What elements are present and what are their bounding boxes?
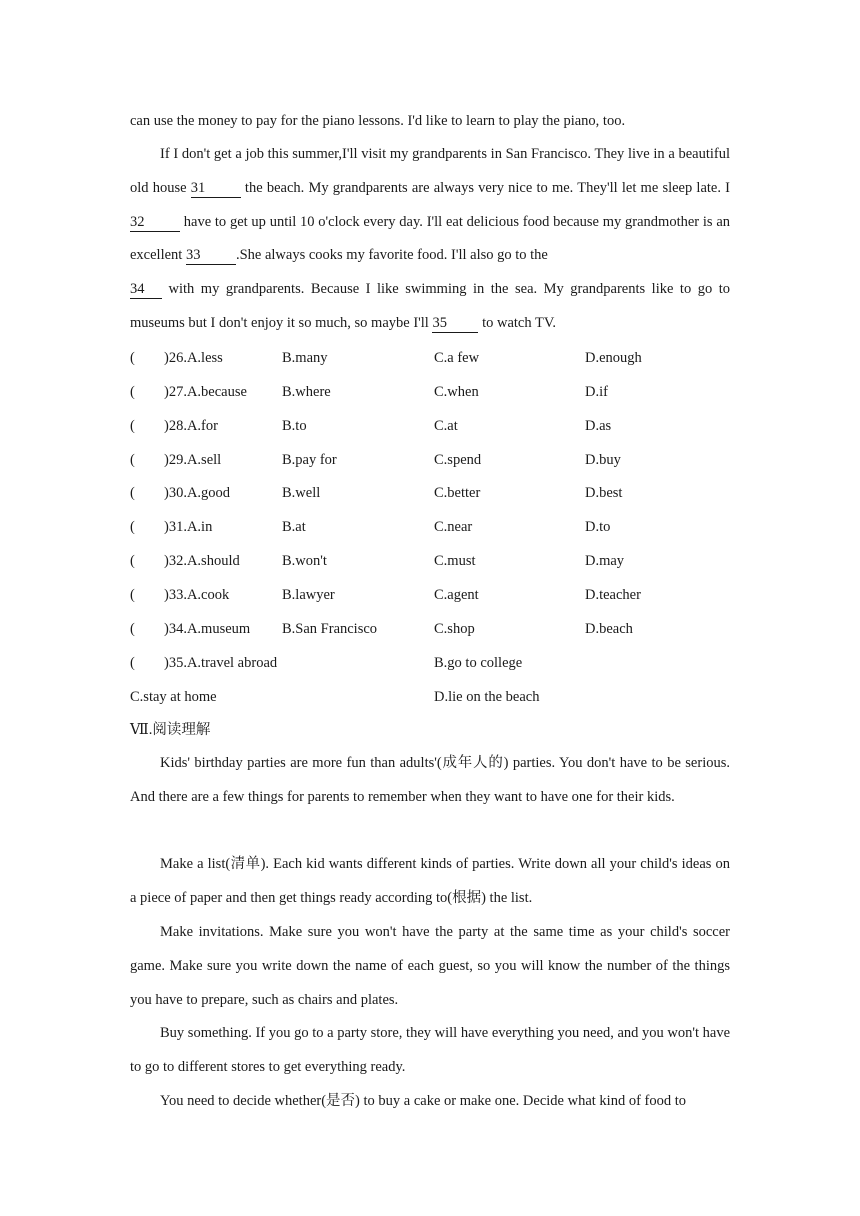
blank-33: 33 [186,246,236,265]
option-c: C.near [434,519,473,535]
answer-paren: ( [130,418,135,434]
option-c: C.stay at home [130,689,217,705]
answer-paren: ( [130,452,135,468]
section-heading: Ⅶ.阅读理解 [130,722,211,738]
reading-paragraph: Make a list(清单). Each kid wants different kinds of parties. Write down all your child's ideas on a piece of paper and then get things ready according to(根据) the list. [130,856,730,906]
reading-paragraph: Buy something. If you go to a party store, they will have everything you need, and you won't have to go to different stores to get everything ready. [130,1025,731,1075]
question-row-30 [130,483,730,503]
option-c: C.at [434,418,458,434]
option-d: D.may [585,553,625,569]
option-a: )29.A.sell [164,452,222,468]
answer-paren: ( [130,655,135,671]
question-row-28 [130,416,730,436]
option-a: )35.A.travel abroad [164,655,278,671]
option-b: B.where [282,384,331,400]
option-b: B.won't [282,553,327,569]
option-a: )33.A.cook [164,587,230,603]
option-c: C.shop [434,621,475,637]
answer-paren: ( [130,621,135,637]
option-a: )26.A.less [164,350,223,366]
option-d: D.best [585,485,623,501]
option-b: B.pay for [282,452,337,468]
passage-text-4: .She always cooks my favorite food. I'll also go to the [235,247,548,264]
question-row-35-cont [130,687,730,707]
reading-paragraph: Kids' birthday parties are more fun than adults'(成年人的) parties. You don't have to be serious. And there are a few things for parents to remember when they want to have one for their kids. [130,755,730,805]
answer-paren: ( [130,384,135,400]
reading-paragraph: Make invitations. Make sure you won't have the party at the same time as your child's soccer game. Make sure you write down the name of each guest, so you will know the number of the things you have to prepare, such as chairs and plates. [130,924,730,1008]
option-a: )30.A.good [164,485,231,501]
question-row-29 [130,450,730,470]
cloze-passage-paragraph [130,138,730,341]
option-d: D.buy [585,452,621,468]
question-row-31 [130,517,730,537]
option-b: B.go to college [434,655,523,671]
option-c: C.agent [434,587,479,603]
option-c: C.spend [434,452,482,468]
option-d: D.teacher [585,587,641,603]
option-c: C.must [434,553,476,569]
option-a: )32.A.should [164,553,240,569]
option-c: C.better [434,485,481,501]
passage-text-1: If I don't get a job this summer,I'll visit my grandparents in San Francisco. They live in a beautiful old house [130,146,730,196]
blank-34: 34 [130,280,162,299]
answer-paren: ( [130,553,135,569]
answer-paren: ( [130,587,135,603]
question-row-33 [130,585,730,605]
option-a: )28.A.for [164,418,218,434]
passage-text-6: to watch TV. [478,314,557,331]
option-b: B.many [282,350,328,366]
option-d: D.beach [585,621,633,637]
answer-paren: ( [130,350,135,366]
option-a: )27.A.because [164,384,247,400]
question-row-34 [130,619,730,639]
passage-text-2: the beach. My grandparents are always very nice to me. They'll let me sleep late. I [240,179,730,196]
passage-text-3: have to get up until 10 o'clock every day. I'll eat delicious food because my grandmother is an excellent [130,213,730,264]
option-d: D.if [585,384,608,400]
option-b: B.San Francisco [282,621,378,637]
option-c: C.a few [434,350,480,366]
question-row-26 [130,348,730,368]
question-row-32 [130,551,730,571]
option-a: )31.A.in [164,519,213,535]
passage-continuation-line: can use the money to pay for the piano lessons. I'd like to learn to play the piano, too. [130,113,626,129]
option-a: )34.A.museum [164,621,251,637]
blank-31: 31 [191,179,241,198]
option-d: D.to [585,519,611,535]
blank-32: 32 [130,213,180,232]
option-d: D.lie on the beach [434,689,540,705]
answer-paren: ( [130,485,135,501]
option-c: C.when [434,384,479,400]
question-row-27 [130,382,730,402]
answer-paren: ( [130,519,135,535]
option-b: B.well [282,485,321,501]
question-row-35 [130,653,730,673]
option-b: B.at [282,519,306,535]
reading-paragraph: You need to decide whether(是否) to buy a cake or make one. Decide what kind of food to [160,1093,687,1109]
option-b: B.lawyer [282,587,335,603]
passage-text-5: with my grandparents. Because I like swimming in the sea. My grandparents like to go to museums but I don't enjoy it so much, so maybe I'll [130,281,730,331]
blank-35: 35 [432,314,478,333]
option-d: D.enough [585,350,642,366]
option-b: B.to [282,418,307,434]
option-d: D.as [585,418,612,434]
